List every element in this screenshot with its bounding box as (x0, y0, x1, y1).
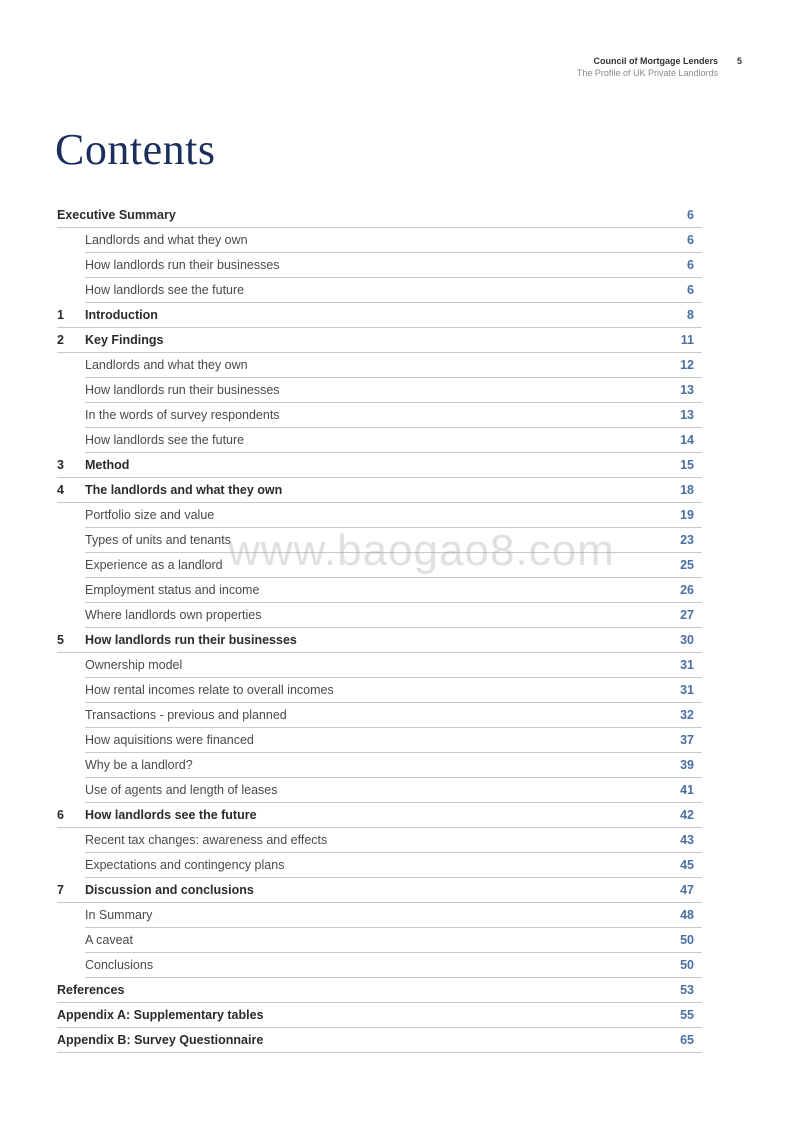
toc-section-number: 3 (57, 458, 64, 472)
toc-entry[interactable] (57, 628, 702, 653)
toc-entry[interactable] (85, 828, 702, 853)
toc-page-number[interactable]: 25 (680, 558, 694, 572)
toc-entry[interactable] (57, 878, 702, 903)
toc-entry[interactable] (57, 978, 702, 1003)
toc-page-number[interactable]: 6 (687, 283, 694, 297)
toc-entry[interactable] (85, 503, 702, 528)
toc-entry-label[interactable]: How landlords run their businesses (85, 258, 280, 272)
toc-entry[interactable] (85, 403, 702, 428)
toc-entry[interactable] (85, 778, 702, 803)
toc-page-number[interactable]: 31 (680, 683, 694, 697)
toc-entry[interactable] (57, 453, 702, 478)
toc-entry-label[interactable]: Appendix B: Survey Questionnaire (57, 1033, 264, 1047)
toc-entry-label[interactable]: Transactions - previous and planned (85, 708, 287, 722)
toc-entry-label[interactable]: How landlords run their businesses (85, 383, 280, 397)
toc-entry-label[interactable]: In Summary (85, 908, 153, 922)
watermark: www.baogao8.com (228, 526, 615, 575)
toc-entry[interactable] (57, 203, 702, 228)
toc-entry[interactable] (85, 253, 702, 278)
toc-page-number[interactable]: 6 (687, 208, 694, 222)
toc-page-number[interactable]: 37 (680, 733, 694, 747)
toc-page-number[interactable]: 53 (680, 983, 694, 997)
toc-entry-label[interactable]: Types of units and tenants (85, 533, 231, 547)
toc-entry-label[interactable]: Landlords and what they own (85, 233, 248, 247)
report-title: The Profile of UK Private Landlords (576, 68, 718, 78)
toc-entry-label[interactable]: Ownership model (85, 658, 183, 672)
organisation-name: Council of Mortgage Lenders (593, 56, 718, 66)
toc-entry-label[interactable]: Executive Summary (57, 208, 176, 222)
toc-entry[interactable] (85, 553, 702, 578)
toc-entry-label[interactable]: In the words of survey respondents (85, 408, 280, 422)
toc-entry-label[interactable]: Expectations and contingency plans (85, 858, 285, 872)
toc-entry[interactable] (85, 703, 702, 728)
toc-entry[interactable] (85, 753, 702, 778)
toc-section-number: 7 (57, 883, 64, 897)
toc-page-number[interactable]: 50 (680, 958, 694, 972)
toc-page-number[interactable]: 55 (680, 1008, 694, 1022)
toc-entry-label[interactable]: Why be a landlord? (85, 758, 193, 772)
toc-page-number[interactable]: 15 (680, 458, 694, 472)
toc-entry[interactable] (85, 903, 702, 928)
toc-entry-label[interactable]: How aquisitions were financed (85, 733, 254, 747)
toc-page-number[interactable]: 48 (680, 908, 694, 922)
toc-entry[interactable] (85, 953, 702, 978)
running-header (577, 55, 718, 79)
toc-page-number[interactable]: 11 (680, 333, 694, 347)
toc-entry[interactable] (57, 1003, 702, 1028)
toc-page-number[interactable]: 8 (687, 308, 694, 322)
toc-section-number: 6 (57, 808, 64, 822)
toc-entry[interactable] (85, 378, 702, 403)
toc-entry-label[interactable]: Method (85, 458, 130, 472)
toc-page-number[interactable]: 50 (680, 933, 694, 947)
toc-page-number[interactable]: 47 (680, 883, 694, 897)
toc-entry-label[interactable]: A caveat (85, 933, 133, 947)
toc-page-number[interactable]: 43 (680, 833, 694, 847)
toc-entry[interactable] (57, 1028, 702, 1053)
toc-entry[interactable] (85, 228, 702, 253)
page-title: Contents (55, 125, 216, 174)
toc-entry-label[interactable]: How landlords see the future (85, 433, 245, 447)
toc-page-number[interactable]: 32 (680, 708, 694, 722)
toc-page-number[interactable]: 31 (680, 658, 694, 672)
toc-entry-label[interactable]: Introduction (85, 308, 158, 322)
toc-entry-label[interactable]: Appendix A: Supplementary tables (57, 1008, 264, 1022)
toc-page-number[interactable]: 27 (680, 608, 694, 622)
toc-entry[interactable] (85, 653, 702, 678)
toc-entry[interactable] (57, 803, 702, 828)
toc-section-number: 1 (57, 308, 64, 322)
toc-section-number: 2 (57, 333, 64, 347)
toc-entry[interactable] (85, 578, 702, 603)
page-number: 5 (737, 56, 743, 66)
toc-page-number[interactable]: 45 (680, 858, 694, 872)
toc-entry[interactable] (85, 728, 702, 753)
toc-entry[interactable] (85, 678, 702, 703)
toc-page-number[interactable]: 39 (680, 758, 694, 772)
toc-page-number[interactable]: 6 (687, 233, 694, 247)
toc-page-number[interactable]: 12 (680, 358, 694, 372)
toc-entry-label[interactable]: How rental incomes relate to overall incomes (85, 683, 334, 697)
toc-entry-label[interactable]: How landlords see the future (85, 283, 245, 297)
toc-entry[interactable] (57, 478, 702, 503)
toc-page-number[interactable]: 23 (680, 533, 694, 547)
toc-entry-label[interactable]: How landlords run their businesses (85, 633, 297, 647)
toc-page-number[interactable]: 41 (680, 783, 694, 797)
toc-entry[interactable] (85, 428, 702, 453)
table-of-contents (57, 203, 702, 1053)
toc-section-number: 4 (57, 483, 64, 497)
toc-page-number[interactable]: 13 (680, 383, 694, 397)
toc-entry[interactable] (85, 928, 702, 953)
toc-page-number[interactable]: 13 (680, 408, 694, 422)
toc-entry[interactable] (85, 853, 702, 878)
toc-page-number[interactable]: 6 (687, 258, 694, 272)
toc-entry-label[interactable]: Conclusions (85, 958, 154, 972)
toc-page-number[interactable]: 65 (680, 1033, 694, 1047)
toc-entry-label[interactable]: Portfolio size and value (85, 508, 215, 522)
toc-page-number[interactable]: 18 (680, 483, 694, 497)
toc-section-number: 5 (57, 633, 64, 647)
toc-entry-label[interactable]: Discussion and conclusions (85, 883, 254, 897)
toc-page-number[interactable]: 26 (680, 583, 694, 597)
toc-entry-label[interactable]: References (57, 983, 125, 997)
toc-entry-label[interactable]: Where landlords own properties (85, 608, 262, 622)
toc-page-number[interactable]: 30 (680, 633, 694, 647)
toc-entry-label[interactable]: Landlords and what they own (85, 358, 248, 372)
toc-entry-label[interactable]: How landlords see the future (85, 808, 257, 822)
toc-entry[interactable] (85, 528, 702, 553)
toc-entry[interactable] (57, 328, 702, 353)
toc-entry-label[interactable]: Key Findings (85, 333, 164, 347)
toc-entry[interactable] (85, 603, 702, 628)
toc-entry[interactable] (57, 303, 702, 328)
toc-page-number[interactable]: 42 (680, 808, 694, 822)
toc-page-number[interactable]: 14 (680, 433, 694, 447)
toc-entry-label[interactable]: Employment status and income (85, 583, 260, 597)
toc-entry-label[interactable]: Recent tax changes: awareness and effects (85, 833, 328, 847)
toc-entry-label[interactable]: Use of agents and length of leases (85, 783, 278, 797)
toc-entry[interactable] (85, 353, 702, 378)
toc-page-number[interactable]: 19 (680, 508, 694, 522)
toc-entry-label[interactable]: Experience as a landlord (85, 558, 223, 572)
toc-entry[interactable] (85, 278, 702, 303)
toc-entry-label[interactable]: The landlords and what they own (85, 483, 283, 497)
